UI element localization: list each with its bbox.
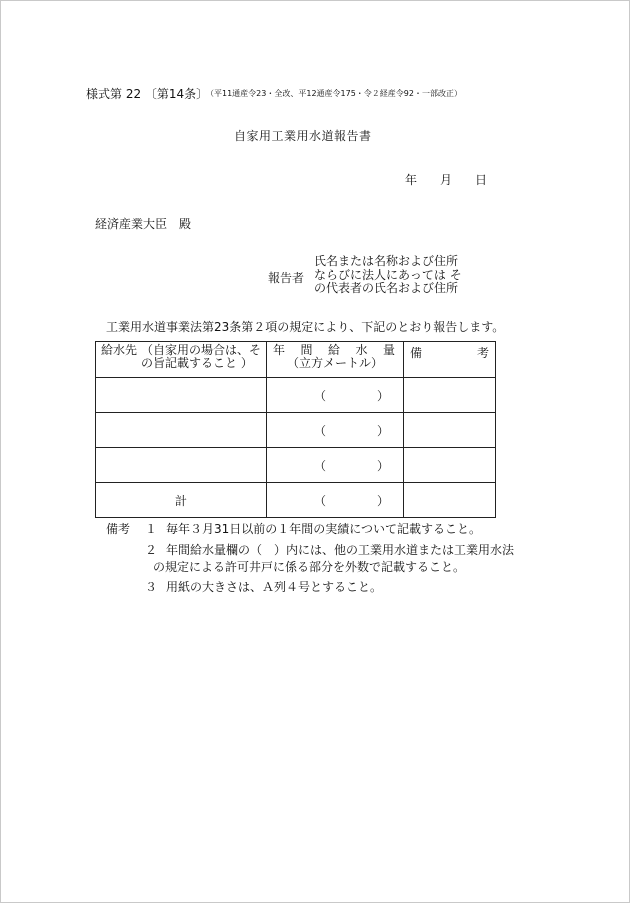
header-col2-char: 年 bbox=[273, 343, 286, 357]
cell-destination[interactable] bbox=[96, 378, 267, 413]
reporter-label: 報告者 bbox=[268, 271, 305, 285]
cell-total-label: 計 bbox=[96, 483, 267, 518]
header-col2-char: 水 bbox=[355, 343, 368, 357]
cell-destination[interactable] bbox=[96, 448, 267, 483]
header-annual-supply bbox=[267, 342, 404, 378]
table-header-row bbox=[96, 342, 496, 378]
note-text: 毎年３月31日以前の１年間の実績について記載すること。 bbox=[166, 522, 482, 536]
paren-open: （ bbox=[314, 458, 327, 473]
header-col1-note-line2: の旨記載すること ） bbox=[141, 356, 253, 370]
paren-open: （ bbox=[314, 493, 327, 508]
cell-total-remarks[interactable] bbox=[404, 483, 496, 518]
table-row bbox=[96, 378, 496, 413]
paren-open: （ bbox=[314, 423, 327, 438]
cell-destination[interactable] bbox=[96, 413, 267, 448]
reporter-line: 氏名または名称および住所 bbox=[314, 254, 459, 268]
water-supply-table bbox=[95, 341, 496, 518]
cell-annual-supply[interactable] bbox=[267, 413, 404, 448]
cell-annual-supply[interactable] bbox=[267, 448, 404, 483]
revision-history: （平11通産令23・全改、平12通産令175・令２経産令92・一部改正） bbox=[206, 89, 462, 98]
paren-close: ） bbox=[376, 423, 389, 438]
date-year-label: 年 bbox=[405, 173, 418, 187]
paren-close: ） bbox=[376, 493, 389, 508]
header-supply-destination bbox=[96, 342, 267, 378]
cell-remarks[interactable] bbox=[404, 448, 496, 483]
paren-close: ） bbox=[376, 458, 389, 473]
header-col1-note-line1: （自家用の場合は、そ bbox=[141, 343, 262, 357]
reporter-description bbox=[314, 255, 462, 296]
note-text: 用紙の大きさは、Ａ列４号とすること。 bbox=[166, 580, 383, 594]
note-text-continuation: の規定による許可井戸に係る部分を外数で記載すること。 bbox=[153, 560, 466, 574]
cell-remarks[interactable] bbox=[404, 413, 496, 448]
header-col2-char: 間 bbox=[300, 343, 313, 357]
note-number: １ bbox=[145, 522, 158, 536]
header-col3-char: 考 bbox=[476, 346, 489, 360]
note-number: ３ bbox=[145, 580, 158, 594]
header-col2-char: 給 bbox=[327, 343, 340, 357]
header-col3-char: 備 bbox=[410, 346, 423, 360]
reporter-line: ならびに法人にあっては そ bbox=[314, 267, 462, 282]
table-row bbox=[96, 448, 496, 483]
note-text: 年間給水量欄の（ ）内には、他の工業用水道または工業用水法 bbox=[166, 543, 515, 557]
cell-total-supply[interactable] bbox=[267, 483, 404, 518]
header-col1-label: 給水先 bbox=[101, 343, 138, 357]
paren-open: （ bbox=[314, 388, 327, 403]
note-number: ２ bbox=[145, 543, 158, 557]
reporter-line: の代表者の氏名および住所 bbox=[314, 281, 459, 295]
date-day-label: 日 bbox=[475, 173, 488, 187]
cell-remarks[interactable] bbox=[404, 378, 496, 413]
header-col2-unit: （立方メートル） bbox=[286, 356, 383, 370]
date-month-label: 月 bbox=[440, 173, 453, 187]
addressee: 経済産業大臣 殿 bbox=[95, 217, 192, 231]
cell-annual-supply[interactable] bbox=[267, 378, 404, 413]
notes-label: 備考 bbox=[106, 522, 131, 536]
header-col1-note bbox=[141, 344, 261, 370]
intro-text: 工業用水道事業法第23条第２項の規定により、下記のとおり報告します。 bbox=[106, 320, 505, 334]
header-col2-char: 量 bbox=[382, 343, 395, 357]
table-total-row bbox=[96, 483, 496, 518]
form-number: 様式第 22 〔第14条〕 bbox=[86, 87, 209, 101]
header-remarks bbox=[404, 342, 496, 378]
document-title: 自家用工業用水道報告書 bbox=[234, 129, 372, 143]
table-row bbox=[96, 413, 496, 448]
paren-close: ） bbox=[376, 388, 389, 403]
